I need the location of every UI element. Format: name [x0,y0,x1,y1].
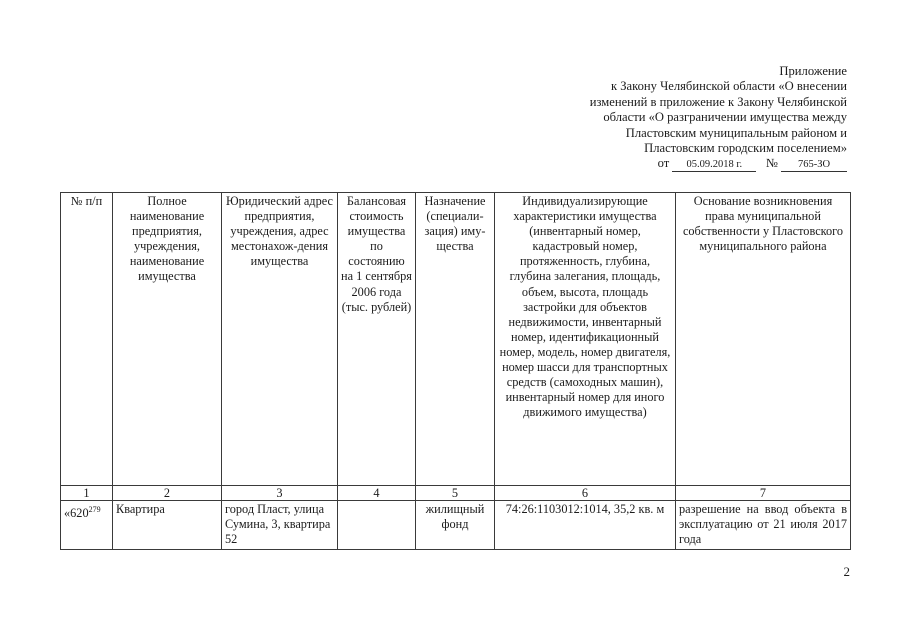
row-balance [338,501,416,550]
column-header-basis: Основание возникновения права муниципальной собственности у Пластовского муниципального района [676,193,851,486]
column-header-purpose: Назначение (специали-зация) иму-щества [416,193,495,486]
column-number: 1 [61,486,113,501]
appendix-title: Приложение [779,64,847,78]
column-number: 4 [338,486,416,501]
column-number: 3 [222,486,338,501]
row-number-superscript: 279 [88,505,101,514]
column-number: 7 [676,486,851,501]
row-name: Квартира [113,501,222,550]
row-characteristics: 74:26:1103012:1014, 35,2 кв. м [495,501,676,550]
table-header-row [61,193,851,486]
appendix-header [507,64,847,172]
row-number-cell [61,501,113,550]
law-date-line [507,156,847,172]
number-prefix: № [765,156,778,171]
row-address: город Пласт, улица Сумина, 3, квартира 52 [222,501,338,550]
row-number: «620 [64,506,89,521]
page-number: 2 [843,564,850,579]
column-header-characteristics: Индивидуализирующие характеристики имущества (инвентарный номер, кадастровый номер, протяженность, глубина, глубина залегания, площадь, объем, высота, площадь застройки для объектов недвижимости, инвентарный номер, идентификационный номер, модель, номер двигателя, номер шасси для транспортных средств (самоходных машин), инвентарный номер для иного движимого имущества) [495,193,676,486]
table-row [61,501,851,550]
column-number-row [61,486,851,501]
column-number: 5 [416,486,495,501]
appendix-line-4: Пластовским муниципальным районом и [625,125,847,140]
column-number: 2 [113,486,222,501]
row-basis: разрешение на ввод объекта в эксплуатацию от 21 июля 2017 года [676,501,851,550]
appendix-line-5: Пластовским городским поселением» [644,141,847,156]
column-number: 6 [495,486,676,501]
property-table [60,192,851,550]
column-header-number: № п/п [61,193,113,486]
row-purpose: жилищный фонд [416,501,495,550]
appendix-line-3: области «О разграничении имущества между [603,110,847,125]
appendix-line-2: изменений в приложение к Закону Челябинской [589,94,847,109]
column-header-balance: Балансовая стоимость имущества по состоянию на 1 сентября 2006 года (тыс. рублей) [338,193,416,486]
column-header-address: Юридический адрес предприятия, учреждения, адрес местонахож-дения имущества [222,193,338,486]
column-header-name: Полное наименование предприятия, учреждения, наименование имущества [113,193,222,486]
appendix-line-1: к Закону Челябинской области «О внесении [610,79,847,94]
law-date: 05.09.2018 г. [672,159,756,172]
date-prefix: от [657,156,670,171]
law-number: 765-ЗО [781,159,847,172]
